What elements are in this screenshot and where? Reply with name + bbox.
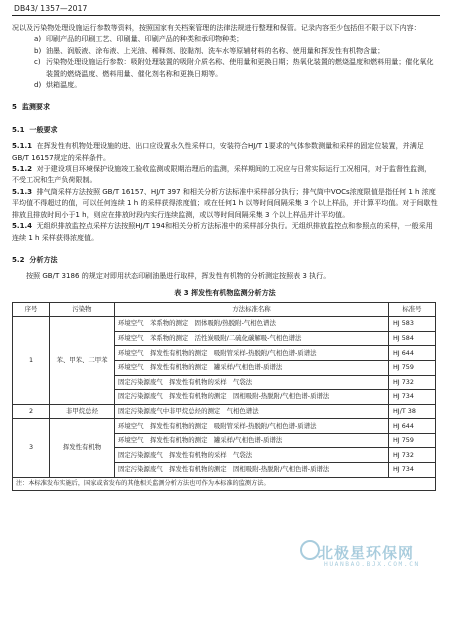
standard-cell: HJ 732	[389, 375, 436, 390]
clause-5-1-1	[12, 140, 438, 163]
clause-5-1-4	[12, 220, 438, 243]
row-number: 2	[13, 404, 50, 419]
table-note-row	[13, 477, 436, 490]
clause-5-1-3	[12, 186, 438, 220]
pollutant-cell: 非甲烷总烃	[50, 404, 115, 419]
table-note: 注：本标准发布实施后，国家或省发布的其他相关监测分析方法也可作为本标准的监测方法。	[13, 477, 436, 490]
col-header-standard: 标准号	[389, 303, 436, 317]
clause-number: 5.1.2	[12, 164, 33, 174]
table-header-row	[13, 303, 436, 317]
table-row	[13, 404, 436, 419]
document-body	[12, 22, 438, 491]
method-cell: 环境空气 挥发性有机物的测定 吸附管采样-热脱附/气相色谱-质谱法	[115, 346, 389, 361]
list-item	[12, 45, 438, 56]
pollutant-cell: 挥发性有机物	[50, 419, 115, 477]
row-number: 1	[13, 317, 50, 405]
subsection-number: 5.1	[12, 124, 25, 134]
standard-cell: HJ 644	[389, 419, 436, 434]
standard-cell: HJ 734	[389, 463, 436, 478]
section-number: 5	[12, 102, 17, 112]
row-number: 3	[13, 419, 50, 477]
clause-text: 无组织排放监控点采样方法按照HJ/T 194和相关分析方法标准中的采样部分执行。无组织排放监控点和参照点的采样，一般采用连续 1 h 采样获得浓度值。	[12, 221, 433, 242]
method-cell: 环境空气 苯系物的测定 活性炭吸附/二硫化碳解吸-气相色谱法	[115, 331, 389, 346]
list-text: 油墨、润版液、涂布液、上光油、稀释剂、胶黏剂、洗车水等原辅材料的名称、使用量和挥发性有机物含量；	[46, 45, 385, 55]
method-cell: 环境空气 苯系物的测定 固体吸附/热脱附-气相色谱法	[115, 317, 389, 332]
intro-paragraph: 况以及污染物处理设施运行参数等资料，按照国家有关档案管理的法律法规进行整理和保管。记录内容至少包括但不限于以下内容：	[12, 23, 421, 32]
section-heading	[12, 101, 438, 112]
list-item	[12, 79, 438, 90]
clause-number: 5.1.4	[12, 221, 33, 231]
method-cell: 环境空气 挥发性有机物的测定 吸附管采样-热脱附/气相色谱-质谱法	[115, 419, 389, 434]
subsection-title: 一般要求	[29, 124, 58, 134]
subsection-heading	[12, 124, 438, 135]
subsection-heading	[12, 254, 438, 265]
subsection-number: 5.2	[12, 254, 25, 264]
analysis-paragraph: 按照 GB/T 3186 的规定对即用状态印刷油墨进行取样，挥发性有机物的分析测定按照表 3 执行。	[26, 271, 331, 281]
method-cell: 环境空气 挥发性有机物的测定 罐采样/气相色谱-质谱法	[115, 433, 389, 448]
method-cell: 固定污染源废气 挥发性有机物的测定 固相吸附-热脱附/气相色谱-质谱法	[115, 463, 389, 478]
method-cell: 固定污染源废气 挥发性有机物的测定 固相吸附-热脱附/气相色谱-质谱法	[115, 390, 389, 405]
table-row	[13, 317, 436, 332]
methods-table	[12, 302, 436, 491]
clause-number: 5.1.3	[12, 186, 33, 196]
standard-cell: HJ 583	[389, 317, 436, 332]
list-item	[12, 33, 438, 44]
method-cell: 固定污染源废气 挥发性有机物的采样 气袋法	[115, 375, 389, 390]
clause-text: 在挥发性有机物处理设施的进、出口应设置永久性采样口，安装符合HJ/T 1要求的气体参数测量和采样的固定位装置，并满足GB/T 16157规定的采样条件。	[12, 141, 424, 162]
standard-cell: HJ 734	[389, 390, 436, 405]
method-cell: 环境空气 挥发性有机物的测定 罐采样/气相色谱-质谱法	[115, 360, 389, 375]
standard-cell: HJ 759	[389, 433, 436, 448]
standard-cell: HJ 584	[389, 331, 436, 346]
clause-text: 排气筒采样方法按照 GB/T 16157、HJ/T 397 和相关分析方法标准中采样部分执行；排气筒中VOCs浓度限值是指任何 1 h 浓度平均值不得超过的值，可以任何连续 1 h 的采样获得浓度值；或在任何1 h 以等时间间隔采集 3 个以上样品，并计算平均值。对于间歇性排放且排放时间小于1 h，则应在排放时段内实行连续监测，或以等时间间隔采集 3 个以上样品并计平均值。	[12, 186, 438, 219]
list-item	[12, 56, 438, 79]
list-marker: c)	[34, 57, 41, 67]
list-text: 印刷产品的印刷工艺、印刷量、印刷产品的种类和承印物种类；	[46, 34, 244, 44]
list-marker: d)	[34, 80, 42, 90]
col-header-number: 序号	[13, 303, 50, 317]
table-row	[13, 419, 436, 434]
list-marker: a)	[34, 34, 42, 44]
table-title: 表 3 挥发性有机物监测分析方法	[174, 287, 276, 297]
watermark-text: 北极星环保网	[318, 544, 415, 562]
standard-code: DB43/ 1357—2017	[14, 4, 88, 13]
list-marker: b)	[34, 45, 42, 55]
method-cell: 固定污染源废气中非甲烷总烃的测定 气相色谱法	[115, 404, 389, 419]
pollutant-cell: 苯、甲苯、二甲苯	[50, 317, 115, 405]
watermark-url: HUANBAO.BJX.COM.CN	[324, 561, 420, 568]
method-cell: 固定污染源废气 挥发性有机物的采样 气袋法	[115, 448, 389, 463]
header-rule	[12, 15, 440, 16]
watermark	[318, 542, 420, 568]
standard-cell: HJ 644	[389, 346, 436, 361]
clause-number: 5.1.1	[12, 141, 33, 151]
standard-cell: HJ/T 38	[389, 404, 436, 419]
watermark-logo-icon	[300, 540, 320, 560]
list-text: 烘箱温度。	[46, 80, 82, 90]
subsection-title: 分析方法	[29, 254, 58, 264]
clause-text: 对于建设项目环境保护设施竣工验收监测或限期治理后的监测，采样期间的工况应与日常实际运行工况相同，对于监督性监测，不受工况和生产负荷限制。	[12, 164, 432, 185]
col-header-pollutant: 污染物	[50, 303, 115, 317]
standard-cell: HJ 759	[389, 360, 436, 375]
clause-5-1-2	[12, 163, 438, 186]
section-title: 监测要求	[21, 102, 51, 112]
col-header-method: 方法标准名称	[115, 303, 389, 317]
standard-cell: HJ 732	[389, 448, 436, 463]
list-text: 污染物处理设施运行参数：吸附处理装置的吸附介质名称、使用量和更换日期；热氧化装置的燃烧温度和燃料用量；催化氧化装置的燃烧温度、燃料用量、催化剂名称和更换日期等。	[46, 57, 434, 78]
